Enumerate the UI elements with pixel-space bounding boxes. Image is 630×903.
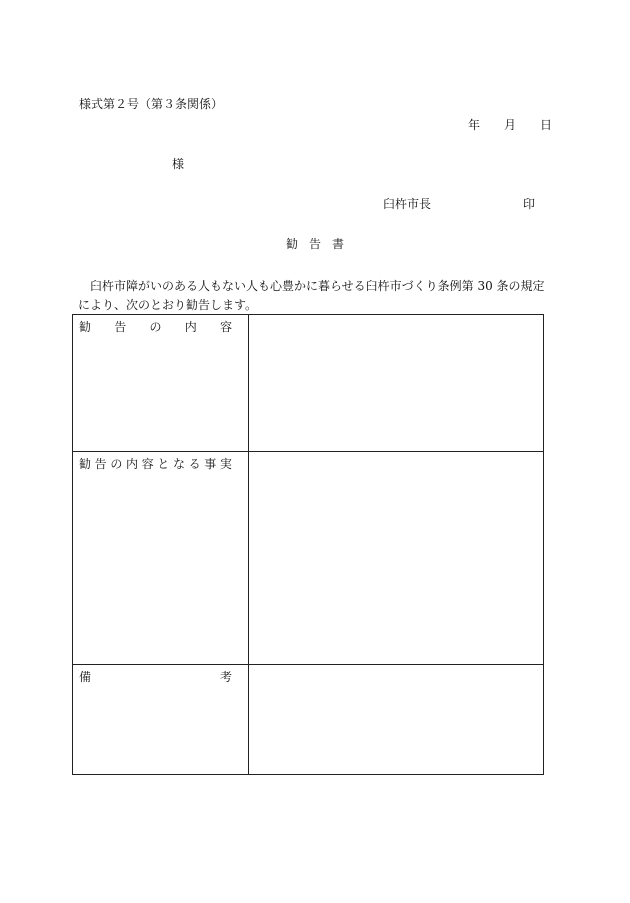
label-char: の [149,320,162,334]
date-day-label: 日 [540,118,553,132]
issuer-name: 臼杵市長 [383,197,432,211]
label-char: な [172,457,185,472]
label-char: 勧 [79,457,92,472]
label-char: 勧 [79,320,92,334]
label-char: 容 [219,320,232,334]
label-char: 考 [219,669,232,684]
label-char: の [110,457,123,472]
table-row [73,664,544,774]
spread-label [79,670,232,684]
label-char: 告 [94,457,107,472]
label-char: 事 [204,457,217,472]
label-char: 実 [219,457,232,472]
label-char: 内 [184,320,197,334]
intro-paragraph: 臼杵市障がいのある人もない人も心豊かに暮らせる臼杵市づくり条例第 30 条の規定により、次のとおり勧告します。 [78,279,545,312]
spread-label [79,320,232,334]
recommendation-content-field[interactable] [249,315,544,452]
label-char: 内 [125,457,138,472]
label-char: 告 [114,320,127,334]
date-year-label: 年 [468,118,481,132]
date-month-label: 月 [504,118,517,132]
label-char: る [188,457,201,472]
row-label-recommendation-content [73,315,249,452]
label-char: と [157,457,170,472]
spread-label [79,457,232,471]
remarks-field[interactable] [249,664,544,774]
form-table [72,314,544,775]
row-label-recommendation-facts [73,452,249,664]
recommendation-facts-field[interactable] [249,452,544,664]
row-label-remarks [73,664,249,774]
table-row [73,452,544,664]
date-line [468,119,552,131]
label-char: 備 [79,669,92,684]
table-row [73,315,544,452]
form-number-label: 様式第２号（第３条関係） [79,97,224,111]
label-char: 容 [141,457,154,472]
seal-mark: 印 [523,197,536,211]
addressee-honorific: 様 [172,157,185,171]
document-title: 勧告書 [286,237,356,251]
